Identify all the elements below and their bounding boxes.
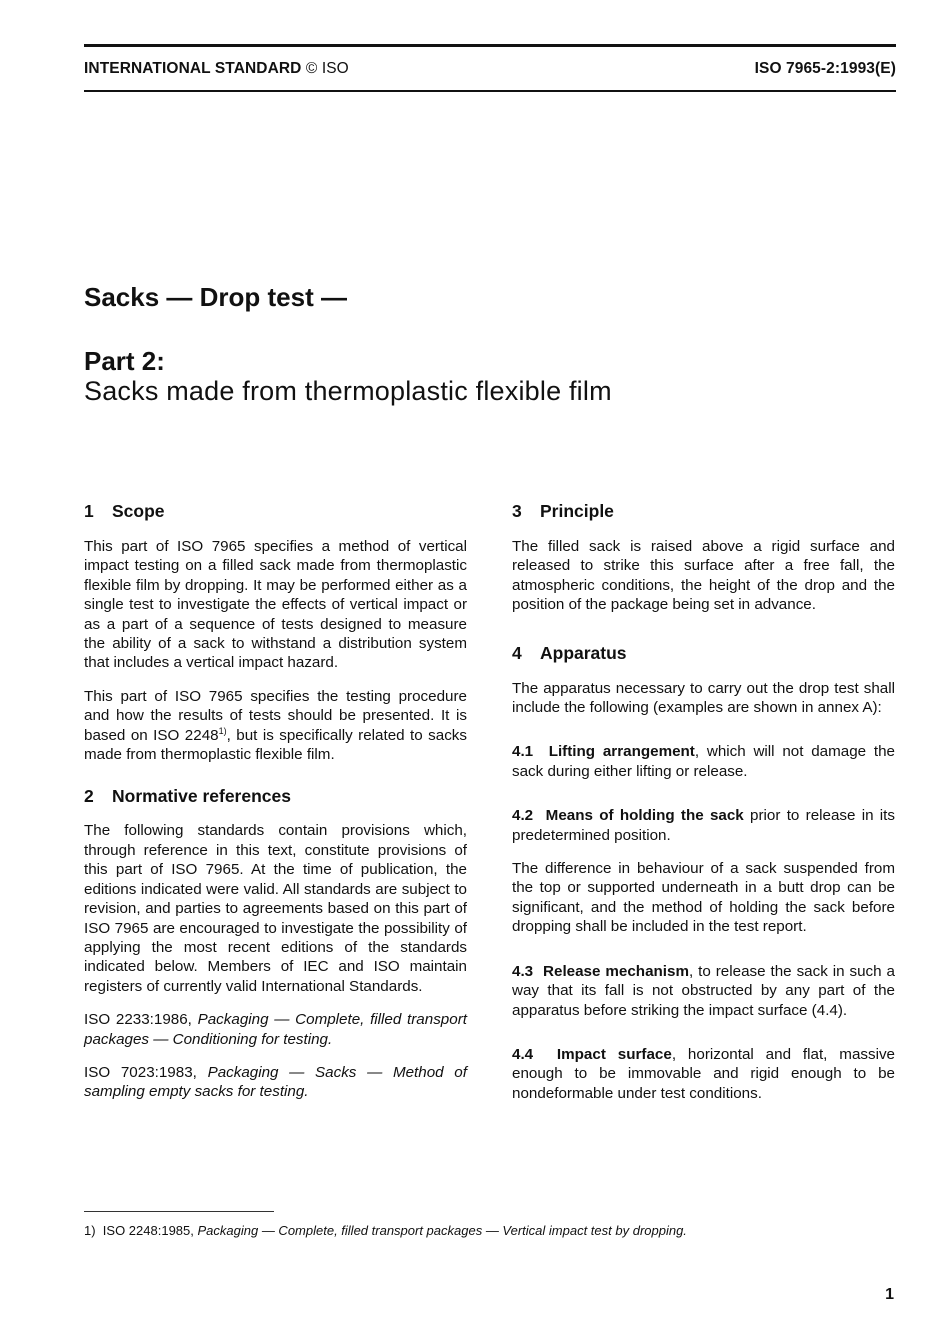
- reference-title: Packaging — Sacks — Method of sampling empty sacks for testing.: [84, 1063, 467, 1101]
- reference-iso-2233: [84, 1010, 467, 1049]
- footnote-marker: 1): [84, 1223, 96, 1238]
- item-term: Release mechanism: [543, 962, 689, 980]
- header-standard-label: [84, 60, 349, 78]
- apparatus-item-4-4: [512, 1045, 895, 1103]
- item-text: , horizontal and flat, massive enough to be immovable and rigid enough to be nondeformable under test conditions.: [512, 1045, 895, 1102]
- apparatus-intro: The apparatus necessary to carry out the drop test shall include the following (examples are shown in annex A):: [512, 679, 895, 717]
- section-number: 3: [512, 501, 522, 521]
- item-number: 4.3: [512, 962, 534, 980]
- header-left-text: INTERNATIONAL STANDARD: [84, 60, 302, 77]
- footnote-reference[interactable]: 1): [218, 725, 227, 736]
- page-number: 1: [885, 1286, 894, 1303]
- top-rule: [84, 44, 896, 47]
- scope-text-a: This part of ISO 7965 specifies the testing procedure and how the results of tests should be presented. It is based on ISO 2248: [84, 687, 467, 744]
- scope-paragraph-2: [84, 687, 467, 765]
- header-document-id: ISO 7965-2:1993(E): [754, 60, 896, 77]
- scope-paragraph-1: This part of ISO 7965 specifies a method of vertical impact testing on a filled sack made from thermoplastic flexible film by dropping. It may be performed either as a single test to investigate the effects of vertical impact or as a part of a sequence of tests designed to measure the ability of a sack to withstand a distribution system that includes a vertical impact hazard.: [84, 538, 467, 672]
- document-title: Sacks — Drop test —: [84, 282, 347, 312]
- footnote-code: ISO 2248:1985,: [102, 1223, 194, 1238]
- item-term: Means of holding the sack: [545, 807, 744, 825]
- section-heading-normative: [84, 785, 467, 807]
- footnote: [84, 1222, 687, 1239]
- item-term: Lifting arrangement: [548, 743, 695, 761]
- footnote-title: Packaging — Complete, filled transport packages — Vertical impact test by dropping.: [197, 1223, 687, 1238]
- apparatus-item-4-1: [512, 742, 895, 781]
- apparatus-item-4-2: [512, 806, 895, 845]
- item-text: , to release the sack in such a way that its fall is not obstructed by any part of the apparatus before striking the impact surface (4.4).: [512, 962, 895, 1019]
- section-title: Normative references: [112, 786, 291, 807]
- reference-title: Packaging — Complete, filled transport packages — Conditioning for testing.: [84, 1011, 467, 1048]
- section-title: Principle: [540, 501, 614, 521]
- reference-iso-7023: [84, 1063, 467, 1102]
- left-column: [84, 500, 467, 1102]
- item-text: , which will not damage the sack during either lifting or release.: [512, 743, 895, 780]
- part-label: Part 2:: [84, 346, 165, 376]
- section-heading-scope: [84, 500, 467, 522]
- section-number: 4: [512, 642, 522, 663]
- right-column: [512, 500, 895, 1103]
- section-number: 2: [84, 786, 94, 807]
- principle-paragraph: The filled sack is raised above a rigid surface and released to strike this surface after a free fall, the atmospheric conditions, the height of the drop and the position of the package being set in advance.: [512, 538, 895, 614]
- section-heading-apparatus: [512, 642, 895, 664]
- section-title: Apparatus: [540, 642, 627, 663]
- reference-code: ISO 7023:1983,: [84, 1063, 197, 1081]
- part-subtitle: Sacks made from thermoplastic flexible film: [84, 376, 612, 406]
- apparatus-item-4-3: [512, 962, 895, 1020]
- section-title: Scope: [112, 501, 165, 521]
- header-copyright: © ISO: [305, 60, 349, 77]
- normative-paragraph: The following standards contain provisions which, through reference in this text, constitute provisions of this part of ISO 7965. At the time of publication, the editions indicated were valid. All standards are subject to revision, and parties to agreements based on this part of ISO 7965 are encouraged to investigate the possibility of applying the most recent editions of the standards indicated below. Members of IEC and ISO maintain registers of currently valid International Standards.: [84, 822, 467, 995]
- reference-code: ISO 2233:1986,: [84, 1011, 192, 1029]
- footnote-rule: [84, 1211, 274, 1212]
- scope-text-b: , but is specifically related to sacks made from thermoplastic flexible film.: [84, 726, 467, 764]
- section-heading-principle: [512, 500, 895, 522]
- apparatus-note: The difference in behaviour of a sack suspended from the top or supported underneath in a butt drop can be significant, and the method of holding the sack before dropping shall be included in the test report.: [512, 860, 895, 936]
- item-number: 4.1: [512, 743, 534, 761]
- header-rule: [84, 90, 896, 92]
- item-number: 4.4: [512, 1045, 534, 1063]
- item-number: 4.2: [512, 807, 534, 825]
- section-number: 1: [84, 501, 94, 521]
- item-term: Impact surface: [556, 1045, 672, 1063]
- item-text: prior to release in its predetermined position.: [512, 807, 895, 844]
